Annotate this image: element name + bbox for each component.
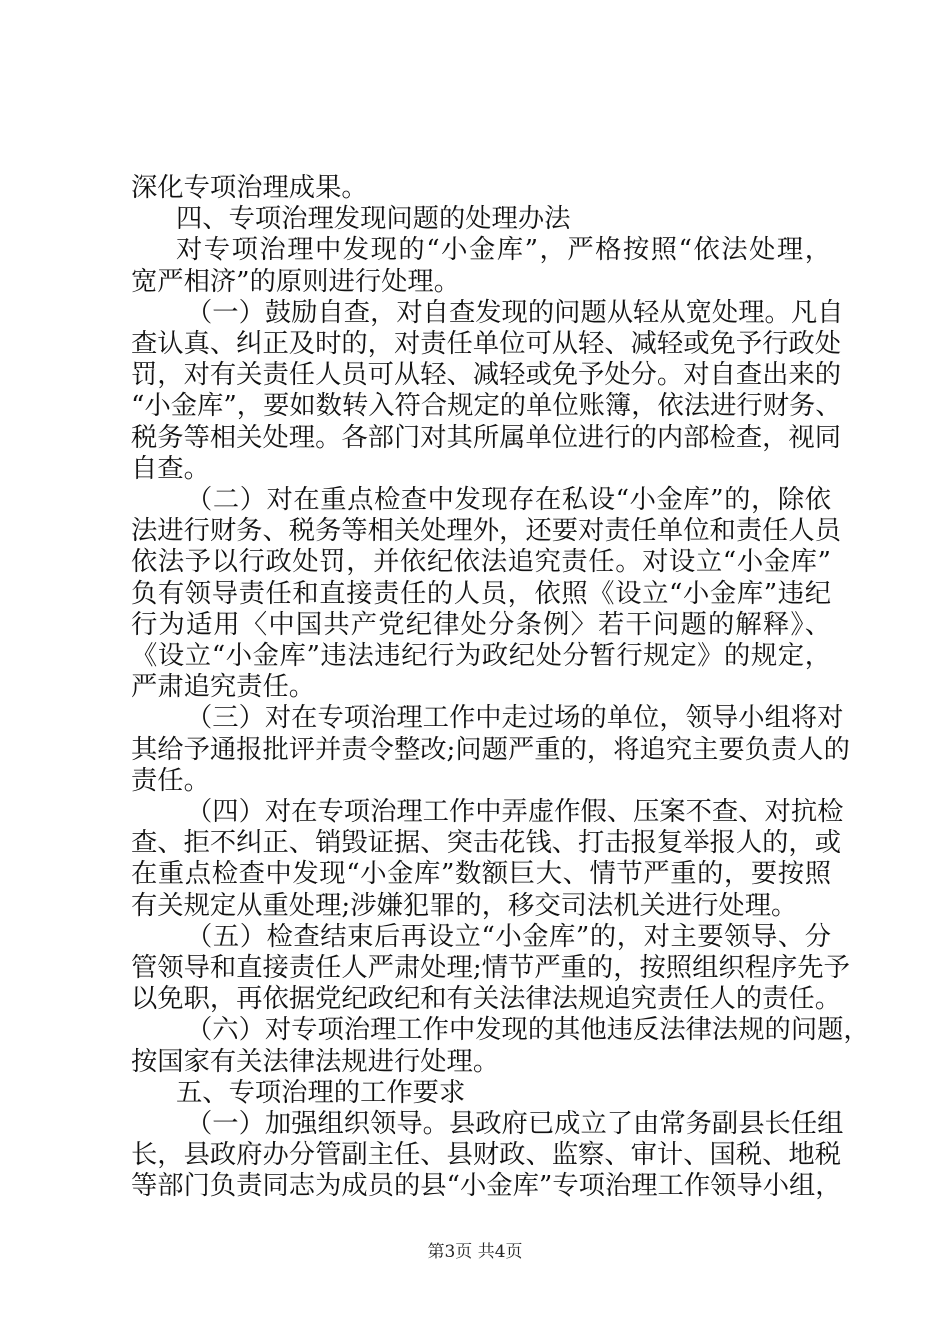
text-line: “小金库”，要如数转入符合规定的单位账簿，依法进行财务、 — [131, 391, 842, 421]
text-line: 等部门负责同志为成员的县“小金库”专项治理工作领导小组， — [131, 1171, 842, 1201]
text-line: 责任。 — [131, 766, 210, 796]
text-line: 行为适用〈中国共产党纪律处分条例〉若干问题的解释》、 — [131, 610, 831, 640]
text-line: （六）对专项治理工作中发现的其他违反法律法规的问题， — [186, 1015, 870, 1045]
text-line: 宽严相济”的原则进行处理。 — [131, 267, 461, 297]
text-line: 严肃追究责任。 — [131, 672, 316, 702]
text-line: 负有领导责任和直接责任的人员，依照《设立“小金库”违纪 — [131, 579, 831, 609]
text-line: （三）对在专项治理工作中走过场的单位，领导小组将对 — [186, 703, 844, 733]
text-line: 依法予以行政处罚，并依纪依法追究责任。对设立“小金库” — [131, 547, 831, 577]
text-line: 《设立“小金库”违法违纪行为政纪处分暂行规定》的规定， — [131, 641, 831, 671]
text-line: 有关规定从重处理;涉嫌犯罪的，移交司法机关进行处理。 — [131, 891, 798, 921]
text-line: 税务等相关处理。各部门对其所属单位进行的内部检查，视同 — [131, 423, 842, 453]
text-line: （五）检查结束后再设立“小金库”的，对主要领导、分 — [186, 922, 831, 952]
section-heading: 五、专项治理的工作要求 — [176, 1078, 466, 1108]
text-line: （一）加强组织领导。县政府已成立了由常务副县长任组 — [186, 1109, 844, 1139]
text-line: 深化专项治理成果。 — [131, 173, 368, 203]
text-line: （四）对在专项治理工作中弄虚作假、压案不查、对抗检 — [186, 797, 844, 827]
text-line: 按国家有关法律法规进行处理。 — [131, 1047, 500, 1077]
page-footer: 第3页 共4页 — [427, 1242, 523, 1262]
text-line: 对专项治理中发现的“小金库”，严格按照“依法处理， — [176, 235, 831, 265]
text-line: 管领导和直接责任人严肃处理;情节严重的，按照组织程序先予 — [131, 953, 850, 983]
text-line: （二）对在重点检查中发现存在私设“小金库”的，除依 — [186, 485, 831, 515]
text-line: （一）鼓励自查，对自查发现的问题从轻从宽处理。凡自 — [186, 298, 844, 328]
text-line: 罚，对有关责任人员可从轻、减轻或免予处分。对自查出来的 — [131, 360, 842, 390]
text-line: 法进行财务、税务等相关处理外，还要对责任单位和责任人员 — [131, 516, 842, 546]
text-line: 其给予通报批评并责令整改;问题严重的，将追究主要负责人的 — [131, 735, 850, 765]
text-line: 长，县政府办分管副主任、县财政、监察、审计、国税、地税 — [131, 1140, 842, 1170]
text-line: 查认真、纠正及时的，对责任单位可从轻、减轻或免予行政处 — [131, 329, 842, 359]
text-line: 查、拒不纠正、销毁证据、突击花钱、打击报复举报人的，或 — [131, 828, 842, 858]
text-line: 自查。 — [131, 454, 210, 484]
section-heading: 四、专项治理发现问题的处理办法 — [176, 204, 571, 234]
text-line: 以免职，再依据党纪政纪和有关法律法规追究责任人的责任。 — [131, 984, 842, 1014]
text-line: 在重点检查中发现“小金库”数额巨大、情节严重的，要按照 — [131, 859, 831, 889]
